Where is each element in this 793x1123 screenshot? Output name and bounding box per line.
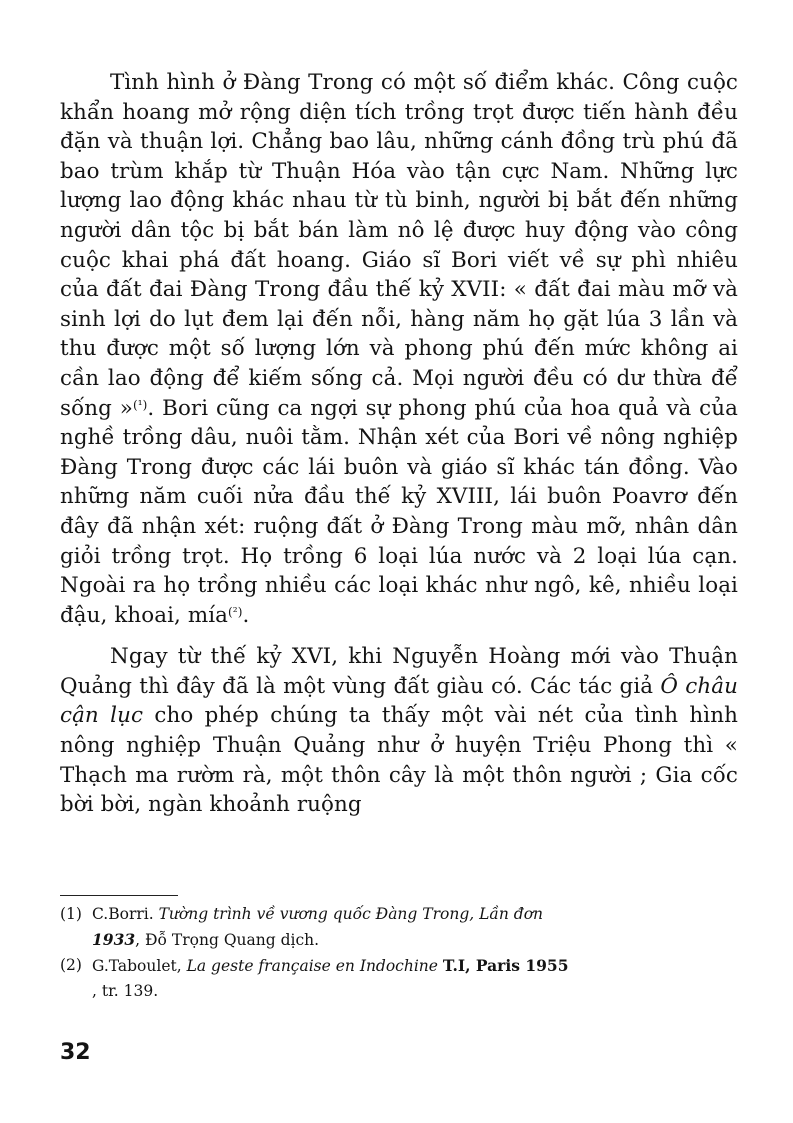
page-body <box>60 68 738 820</box>
footnote-1 <box>60 902 740 953</box>
footnote-2-author: G.Taboulet, <box>92 957 187 975</box>
footnote-1-author: C.Borri. <box>92 905 159 923</box>
footnote-2-volume: T.I, Paris 1955 <box>442 956 569 975</box>
footnote-2 <box>60 953 740 1004</box>
footnotes <box>60 902 740 1004</box>
footnote-1-title: Tường trình về vương quốc Đàng Trong, Lần đơn <box>158 905 544 923</box>
paragraph-2 <box>60 642 738 820</box>
paragraph-2-text-a: Ngay từ thế kỷ XVI, khi Nguyễn Hoàng mới vào Thuận Quảng thì đây đã là một vùng đất giàu có. Các tác giả <box>60 644 738 699</box>
footnote-1-translator: , Đỗ Trọng Quang dịch. <box>135 931 320 949</box>
paragraph-1 <box>60 68 738 630</box>
footnote-2-pages: , tr. 139. <box>92 982 159 1000</box>
footnote-2-title: La geste française en Indochine <box>186 957 438 975</box>
footnote-ref-1[interactable]: (¹) <box>132 397 148 412</box>
paragraph-2-text-b: cho phép chúng ta thấy một vài nét của tình hình nông nghiệp Thuận Quảng như ở huyện Triệu Phong thì « Thạch ma rườm rà, một thôn cây là một thôn người ; Gia cốc bời bời, ngàn khoảnh ruộng <box>60 703 738 818</box>
footnote-ref-2[interactable]: (²) <box>228 604 243 619</box>
footnote-divider <box>60 895 178 896</box>
footnote-1-year: 1933 <box>92 930 136 949</box>
book-title-o-chau-can-luc: Ô châu cận lục <box>60 673 738 729</box>
footnote-1-number: (1) <box>60 905 82 923</box>
paragraph-1-end: . <box>242 602 250 628</box>
paragraph-1-text: Tình hình ở Đàng Trong có một số điểm khác. Công cuộc khẩn hoang mở rộng diện tích trồng trọt được tiến hành đều đặn và thuận lợi. Chẳng bao lâu, những cánh đồng trù phú đã bao trùm khắp từ Thuận Hóa vào tận cực Nam. Những lực lượng lao động khác nhau từ tù binh, người bị bắt đến những người dân tộc bị bắt bán làm nô lệ được huy động vào công cuộc khai phá đất hoang. Giáo sĩ Bori viết về sự phì nhiêu của đất đai Đàng Trong đầu thế kỷ XVII: « đất đai màu mỡ và sinh lợi do lụt đem lại đến nỗi, hàng năm họ gặt lúa 3 lần và thu được một số lượng lớn và phong phú đến mức không ai cần lao động để kiếm sống cả. Mọi người đều có dư thừa để sống » <box>60 70 738 421</box>
footnote-2-number: (2) <box>60 956 82 974</box>
page-number: 32 <box>60 1040 91 1065</box>
paragraph-1-continuation: . Bori cũng ca ngợi sự phong phú của hoa quả và của nghề trồng dâu, nuôi tằm. Nhận xét của Bori về nông nghiệp Đàng Trong được các lái buôn và giáo sĩ khác tán đồng. Vào những năm cuối nửa đầu thế kỷ XVIII, lái buôn Poavrơ đến đây đã nhận xét: ruộng đất ở Đàng Trong màu mỡ, nhân dân giỏi trồng trọt. Họ trồng 6 loại lúa nước và 2 loại lúa cạn. Ngoài ra họ trồng nhiều các loại khác như ngô, kê, nhiều loại đậu, khoai, mía <box>60 395 738 628</box>
